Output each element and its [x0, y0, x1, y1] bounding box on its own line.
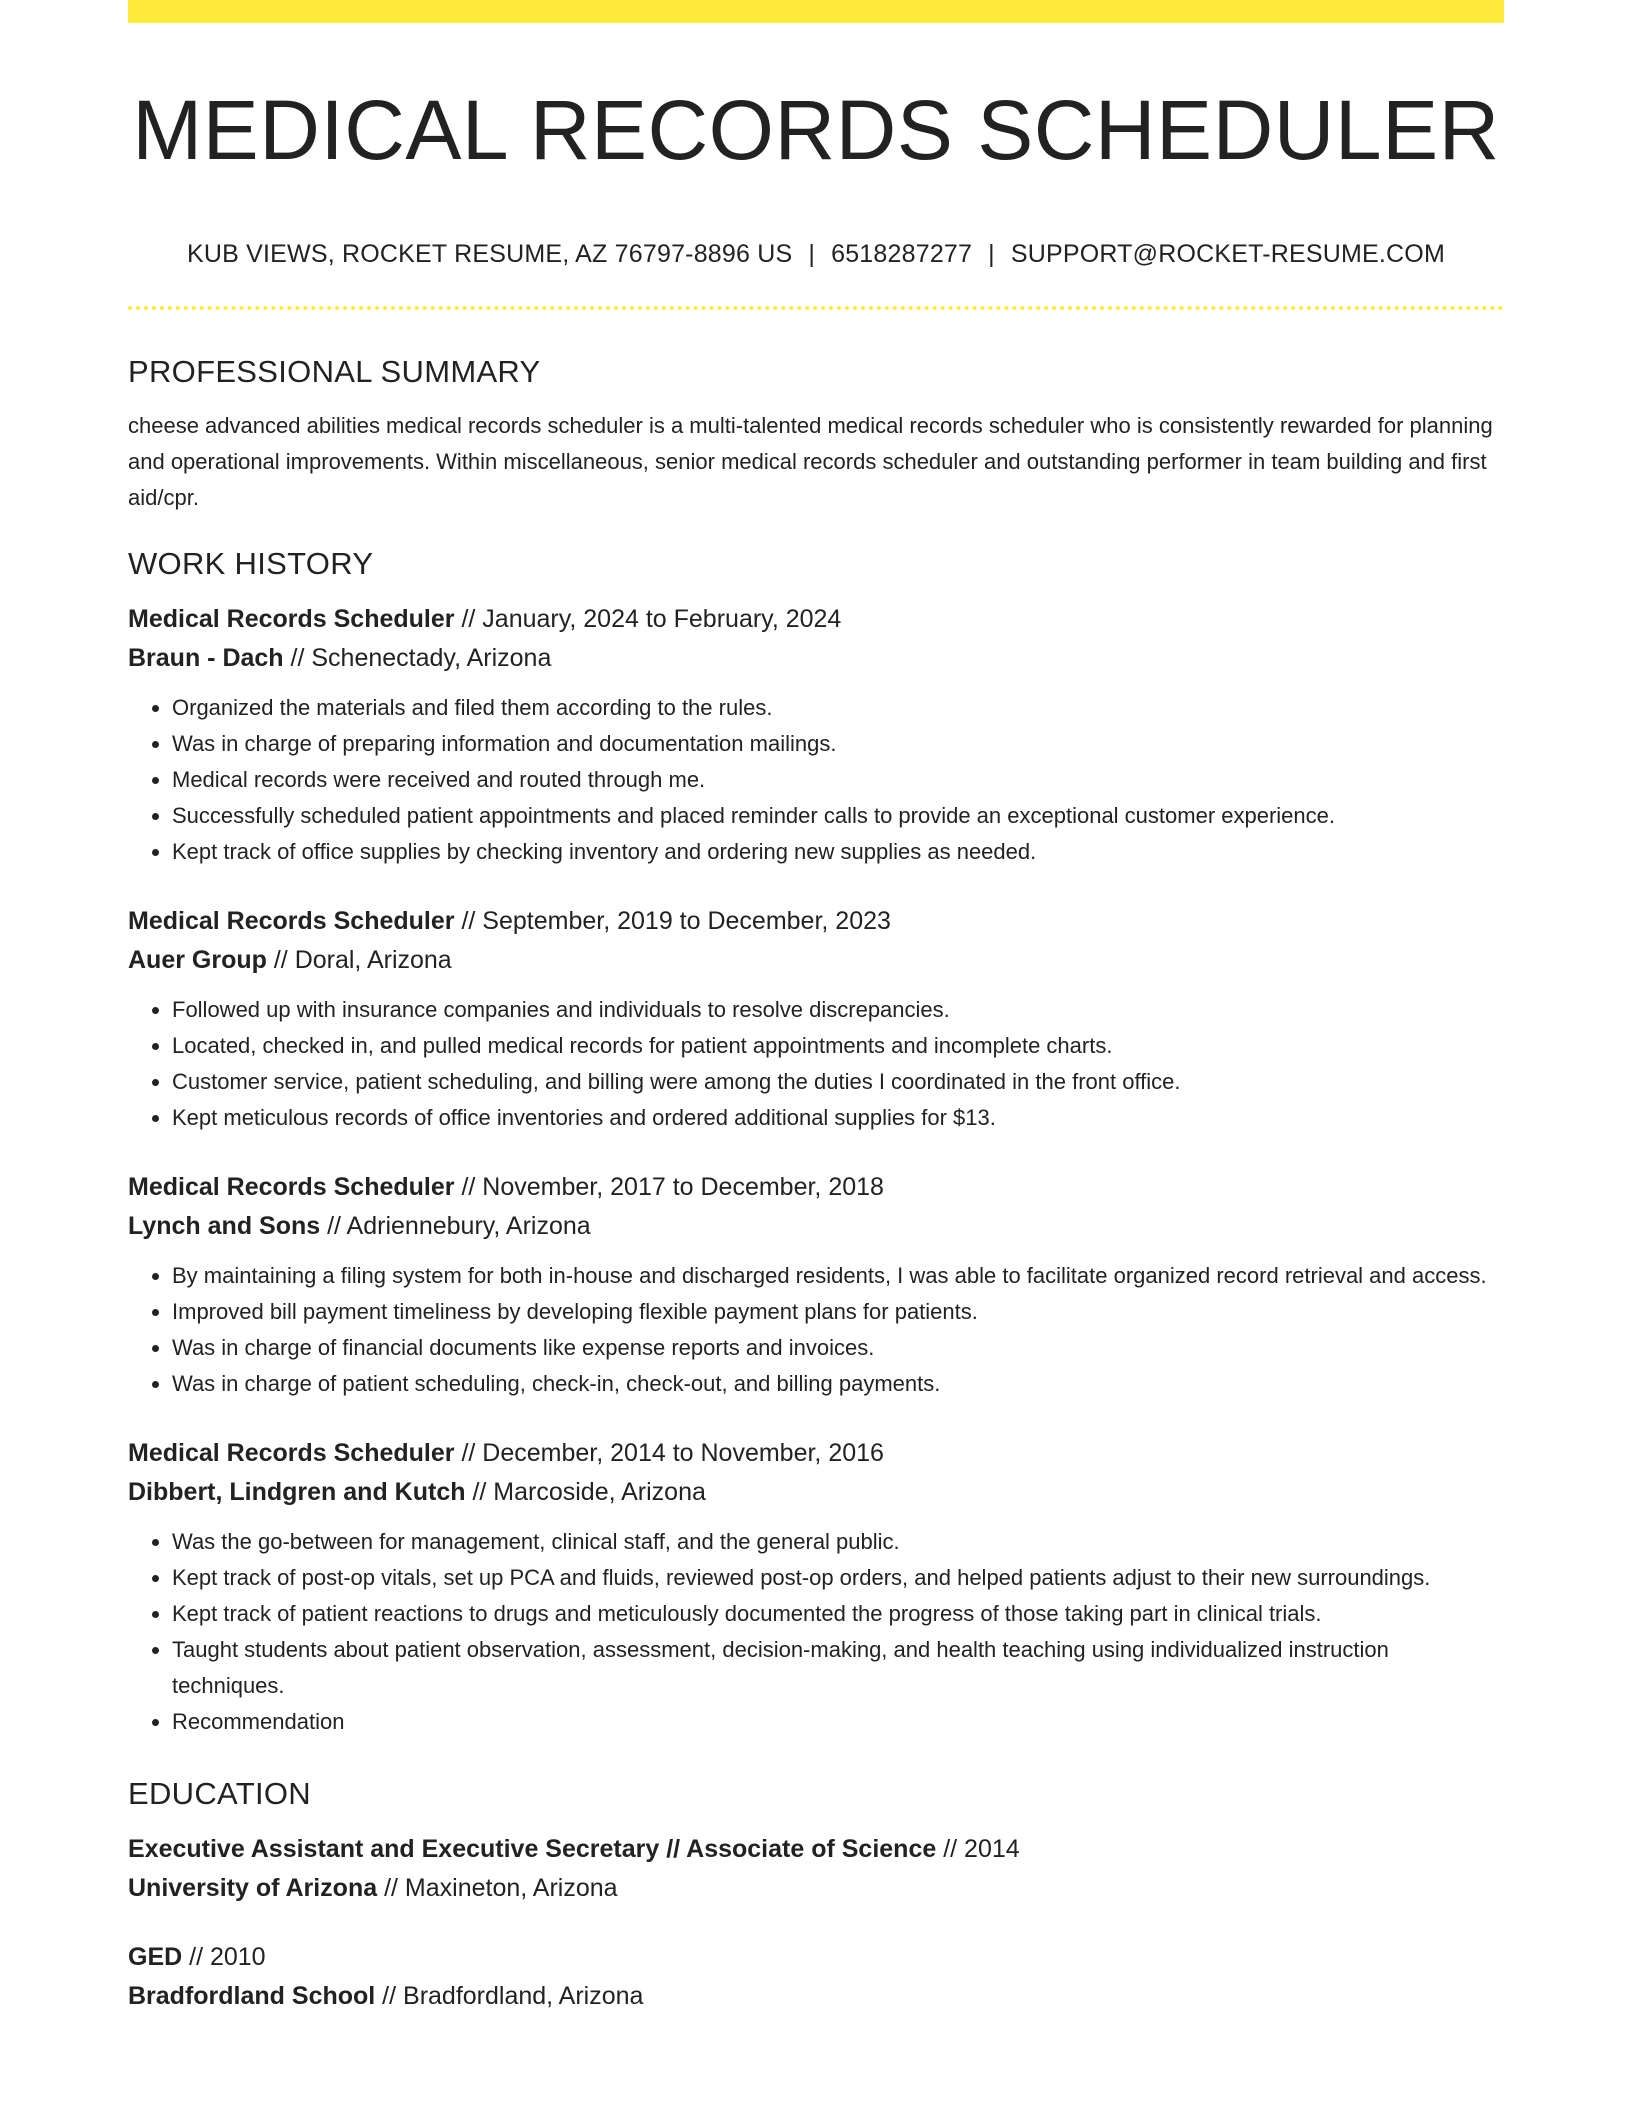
section-heading: WORK HISTORY [128, 546, 374, 581]
job-title-line [128, 1168, 1504, 1207]
education-year: // 2014 [936, 1835, 1020, 1863]
job-bullet: • Kept track of patient reactions to drugs and meticulously documented the progress of those taking part in clinical trials. [172, 1596, 1504, 1632]
education-school-line [128, 1869, 1504, 1908]
contact-phone: 6518287277 [831, 240, 973, 268]
job-title: Medical Records Scheduler [128, 1439, 455, 1467]
job-company-line [128, 639, 1504, 678]
job-title: Medical Records Scheduler [128, 907, 455, 935]
resume-body [128, 350, 1504, 2046]
job-bullets [128, 992, 1504, 1136]
education-school-line [128, 1977, 1504, 2016]
job-title-line [128, 1434, 1504, 1473]
job-location: // Doral, Arizona [266, 946, 452, 974]
job-bullet: • Taught students about patient observation, assessment, decision-making, and health teaching using individualized instruction techniques. [172, 1632, 1504, 1704]
job-bullets [128, 690, 1504, 870]
education-degree: GED [128, 1943, 183, 1971]
job-bullet: • Organized the materials and filed them according to the rules. [172, 690, 1504, 726]
job-bullet: • Customer service, patient scheduling, and billing were among the duties I coordinated in the front office. [172, 1064, 1504, 1100]
section-heading: PROFESSIONAL SUMMARY [128, 354, 541, 389]
job-dates: // January, 2024 to February, 2024 [454, 605, 842, 633]
job-dates: // November, 2017 to December, 2018 [454, 1173, 884, 1201]
education-degree-line [128, 1938, 1504, 1977]
job-bullet: • Recommendation [172, 1704, 1504, 1740]
job-title: Medical Records Scheduler [128, 1173, 455, 1201]
job-company: Lynch and Sons [128, 1212, 321, 1240]
job-entry [128, 902, 1504, 1136]
job-bullet: • Was in charge of patient scheduling, check-in, check-out, and billing payments. [172, 1366, 1504, 1402]
job-entry [128, 1168, 1504, 1402]
job-bullets [128, 1258, 1504, 1402]
contact-line [128, 236, 1504, 272]
job-company: Braun - Dach [128, 644, 284, 672]
job-bullet: • Followed up with insurance companies and individuals to resolve discrepancies. [172, 992, 1504, 1028]
education-section [128, 1772, 1504, 2016]
job-location: // Marcoside, Arizona [465, 1478, 706, 1506]
job-bullet: • Kept track of office supplies by checking inventory and ordering new supplies as needed. [172, 834, 1504, 870]
job-bullet: • Was in charge of financial documents like expense reports and invoices. [172, 1330, 1504, 1366]
job-location: // Schenectady, Arizona [283, 644, 552, 672]
work-history-section [128, 542, 1504, 1740]
job-bullets [128, 1524, 1504, 1740]
job-entry [128, 1434, 1504, 1740]
job-location: // Adriennebury, Arizona [320, 1212, 591, 1240]
education-school: University of Arizona [128, 1874, 378, 1902]
job-bullet: • Was in charge of preparing information and documentation mailings. [172, 726, 1504, 762]
contact-email: SUPPORT@ROCKET-RESUME.COM [1010, 240, 1445, 268]
job-entry [128, 600, 1504, 870]
job-bullet: • Kept track of post-op vitals, set up PCA and fluids, reviewed post-op orders, and helped patients adjust to their new surroundings. [172, 1560, 1504, 1596]
job-company: Dibbert, Lindgren and Kutch [128, 1478, 466, 1506]
job-bullet: • By maintaining a filing system for both in-house and discharged residents, I was able to facilitate organized record retrieval and access. [172, 1258, 1504, 1294]
job-bullet: • Was the go-between for management, clinical staff, and the general public. [172, 1524, 1504, 1560]
education-degree: Executive Assistant and Executive Secretary // Associate of Science [128, 1835, 937, 1863]
job-company-line [128, 941, 1504, 980]
job-bullet: • Located, checked in, and pulled medical records for patient appointments and incomplete charts. [172, 1028, 1504, 1064]
summary-section [128, 350, 1504, 516]
job-title-line [128, 902, 1504, 941]
job-company-line [128, 1473, 1504, 1512]
education-entry [128, 1938, 1504, 2016]
education-degree-line [128, 1830, 1504, 1869]
job-bullet: • Kept meticulous records of office inventories and ordered additional supplies for $13. [172, 1100, 1504, 1136]
section-heading: EDUCATION [128, 1776, 311, 1811]
job-company-line [128, 1207, 1504, 1246]
header-divider [128, 306, 1504, 310]
contact-address: KUB VIEWS, ROCKET RESUME, AZ 76797-8896 US [187, 240, 793, 268]
job-title: Medical Records Scheduler [128, 605, 455, 633]
job-dates: // September, 2019 to December, 2023 [454, 907, 891, 935]
job-title-line [128, 600, 1504, 639]
job-dates: // December, 2014 to November, 2016 [454, 1439, 884, 1467]
job-bullet: • Successfully scheduled patient appointments and placed reminder calls to provide an exceptional customer experience. [172, 798, 1504, 834]
top-accent-bar [128, 0, 1504, 23]
education-school: Bradfordland School [128, 1982, 376, 2010]
job-bullet: • Medical records were received and routed through me. [172, 762, 1504, 798]
job-bullet: • Improved bill payment timeliness by developing flexible payment plans for patients. [172, 1294, 1504, 1330]
education-entry [128, 1830, 1504, 1908]
summary-text: cheese advanced abilities medical records scheduler is a multi-talented medical records scheduler who is consistently rewarded for planning and operational improvements. Within miscellaneous, senior medical records scheduler and outstanding performer in team building and first aid/cpr. [128, 413, 1493, 510]
education-location: // Bradfordland, Arizona [375, 1982, 644, 2010]
job-company: Auer Group [128, 946, 267, 974]
education-year: // 2010 [182, 1943, 266, 1971]
education-location: // Maxineton, Arizona [377, 1874, 618, 1902]
contact-separator: | [808, 240, 816, 268]
contact-separator: | [988, 240, 995, 268]
resume-title: MEDICAL RECORDS SCHEDULER [132, 83, 1500, 177]
